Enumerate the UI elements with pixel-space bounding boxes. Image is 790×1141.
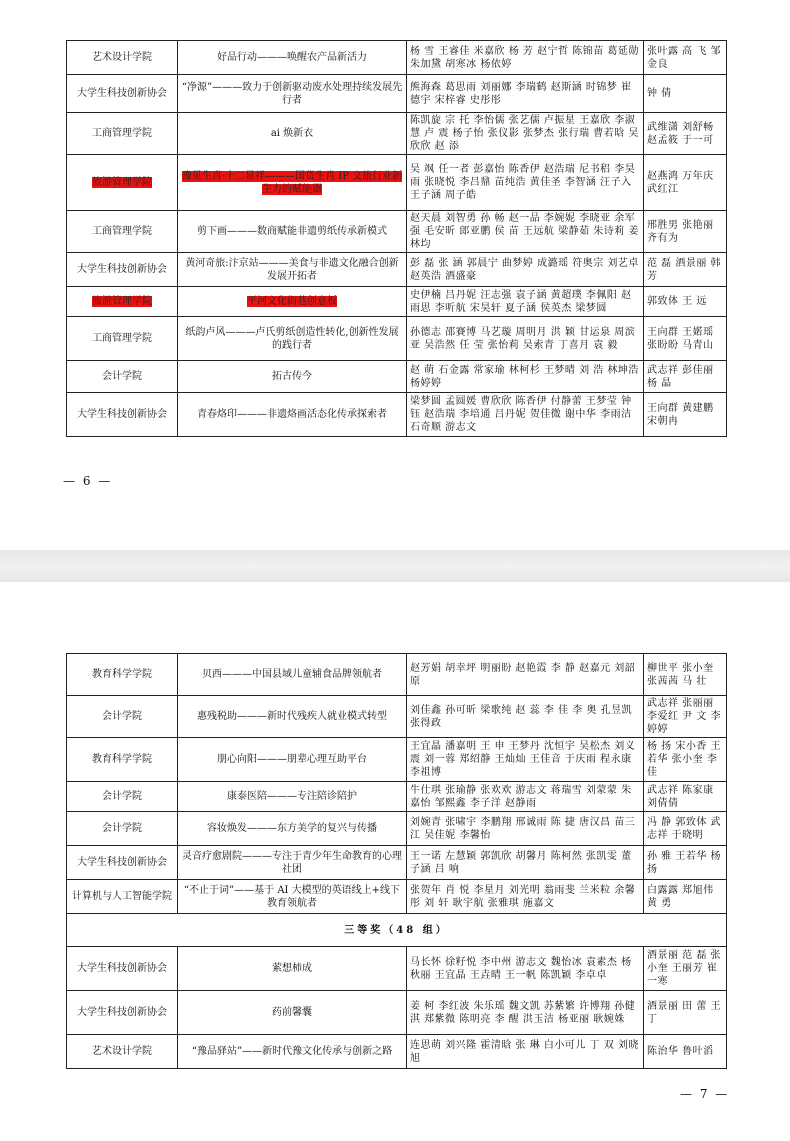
college-cell: 大学生科技创新协会: [67, 947, 178, 991]
college-cell: 大学生科技创新协会: [67, 253, 178, 287]
project-cell: 黄河奇旅:汴京站———美食与非遗文化融合创新发展开拓者: [178, 253, 407, 287]
college-cell-highlight: 旅游管理学院: [92, 296, 152, 307]
table-row: [67, 287, 727, 317]
project-cell: 剪下画———数商赋能非遗剪纸传承新模式: [178, 211, 407, 253]
project-cell: 朋心向阳———朋辈心理互助平台: [178, 738, 407, 782]
advisors-cell: 武志祥 张丽丽 李爱红 尹 文 李婷婷: [644, 696, 727, 738]
table-row: [67, 155, 727, 211]
college-cell: [67, 287, 178, 317]
members-cell: 吴 飒 任一者 彭嘉怡 陈香伊 赵浩瑞 尼书稆 李昊雨 张晓悦 李吕鼎 苗纯浩 黄佳圣 李智涵 汪子入 王子涵 周子皓: [407, 155, 644, 211]
advisors-cell: 柳世平 张小奎 张茜茜 马 壮: [644, 654, 727, 696]
college-cell: 会计学院: [67, 812, 178, 846]
members-cell: 王宜晶 潘嘉明 王 申 王梦丹 沈恒宇 吴松杰 刘义震 刘一蓉 郑绍静 王灿灿 王佳音 于庆雨 程永康 李祖博: [407, 738, 644, 782]
table-row: [67, 113, 727, 155]
section-heading-row: [67, 914, 727, 947]
advisors-cell: 白露露 郑旭伟 黄 勇: [644, 880, 727, 914]
members-cell: 孙德志 邵賽博 马艺璇 周明月 洪 颖 甘运泉 周滨亚 吴浩然 任 莹 张怡莉 吴索青 丁喜月 袁 毅: [407, 317, 644, 361]
members-cell: 王一诺 左慧颖 郭凯欣 胡馨月 陈柯然 张凯雯 董子涵 吕 响: [407, 846, 644, 880]
advisors-cell: 酒景丽 田 蕾 王 丁: [644, 991, 727, 1035]
project-cell: 灵音疗愈剧院———专注于青少年生命教育的心理社团: [178, 846, 407, 880]
college-cell: 教育科学学院: [67, 738, 178, 782]
college-cell: 工商管理学院: [67, 317, 178, 361]
members-cell: 张贺年 肖 悦 李星月 刘光明 翁雨斐 兰米粒 余馨彤 刘 轩 耿宇航 张雅琪 施嘉文: [407, 880, 644, 914]
project-cell: [178, 287, 407, 317]
project-cell: “不止于词”——基于 AI 大模型的英语线上+线下教育领航者: [178, 880, 407, 914]
members-cell: 彭 磊 张 涵 郭晨宁 曲梦婷 成潞瑶 符奥宗 刘艺卓 赵英浩 酒盛豪: [407, 253, 644, 287]
project-cell: 青春烙印———非遗烙画活态化传承探索者: [178, 393, 407, 437]
award-table-body: [67, 654, 727, 1069]
college-cell: 大学生科技创新协会: [67, 75, 178, 113]
project-cell: 容妆焕发———东方美学的复兴与传播: [178, 812, 407, 846]
members-cell: 杨 雪 王睿佳 米嘉欣 杨 芳 赵宁哲 陈锦苗 葛延勋 朱加黛 胡寒冰 杨依婷: [407, 41, 644, 75]
advisors-cell: 张叶露 高 飞 邹金良: [644, 41, 727, 75]
page-number: — 7 —: [680, 1087, 730, 1101]
project-cell: 好品行动———唤醒农产品新活力: [178, 41, 407, 75]
advisors-cell: 范 磊 酒景丽 韩 芳: [644, 253, 727, 287]
table-row: [67, 654, 727, 696]
college-cell: 工商管理学院: [67, 211, 178, 253]
college-cell: 会计学院: [67, 361, 178, 393]
college-cell: 大学生科技创新协会: [67, 393, 178, 437]
project-cell: 康泰医陪———专注陪诊陪护: [178, 782, 407, 812]
advisors-cell: 武维潇 刘舒畅 赵孟筱 于一可: [644, 113, 727, 155]
college-cell: 工商管理学院: [67, 113, 178, 155]
table-row: [67, 947, 727, 991]
members-cell: 赵 萌 石金露 常家瑜 林柯杉 王梦晴 刘 浩 林坤浩 杨婷婷: [407, 361, 644, 393]
advisors-cell: 冯 静 郭致体 武志祥 于晓明: [644, 812, 727, 846]
project-cell-highlight: 豫见生肖·十二显祥———国货生肖 IP 文旅行业新生力的赋能器: [181, 170, 403, 195]
project-cell: 萦想柿成: [178, 947, 407, 991]
college-cell: 艺术设计学院: [67, 1035, 178, 1069]
project-cell: 药前馨囊: [178, 991, 407, 1035]
page-number: — 6 —: [63, 474, 113, 488]
members-cell: 梁梦圆 孟圆媛 曹欣欣 陈香伊 付静蕾 王梦莹 钟 钰 赵浩瑞 李培通 吕丹妮 贺佳微 谢中华 李雨洁 石奇顺 游志文: [407, 393, 644, 437]
college-cell: 会计学院: [67, 696, 178, 738]
project-cell: 纸韵卢风———卢氏剪纸创造性转化,创新性发展的践行者: [178, 317, 407, 361]
members-cell: 马长怀 徐籽悦 李中州 游志文 魏怡冰 袁素杰 杨秋丽 王宜晶 王垚晴 王一帆 陈凯颖 李卓卓: [407, 947, 644, 991]
project-cell: “豫品驿站”——新时代豫文化传承与创新之路: [178, 1035, 407, 1069]
table-row: [67, 812, 727, 846]
advisors-cell: 郭致体 王 远: [644, 287, 727, 317]
award-table-body: [67, 41, 727, 437]
table-row: [67, 393, 727, 437]
table-row: [67, 317, 727, 361]
advisors-cell: 武志祥 陈家康 刘倩倩: [644, 782, 727, 812]
college-cell: 大学生科技创新协会: [67, 846, 178, 880]
table-row: [67, 211, 727, 253]
table-row: [67, 1035, 727, 1069]
document-page-6: [0, 0, 790, 550]
advisors-cell: 钟 倩: [644, 75, 727, 113]
members-cell: 刘婉青 张啸宇 李鹏翔 邢诚雨 陈 捷 唐汉昌 苗三江 吴佳妮 李馨怡: [407, 812, 644, 846]
college-cell: 会计学院: [67, 782, 178, 812]
members-cell: 熊海森 葛思雨 刘丽娜 李瑞鹤 赵斯涵 时锦梦 崔德宇 宋梓睿 史彤彤: [407, 75, 644, 113]
members-cell: 史伊楠 吕丹妮 汪志强 袁子涵 黄超璞 李佩阳 赵雨思 李听航 宋昊轩 夏子涵 侯英杰 梁梦圆: [407, 287, 644, 317]
members-cell: 牛仕琪 张瑜静 张欢欢 游志文 蒋瑞雪 刘蒙蒙 朱嘉怡 邹熙鑫 李子洋 赵静雨: [407, 782, 644, 812]
table-row: [67, 738, 727, 782]
members-cell: 赵芳娟 胡幸坪 明丽盼 赵艳霞 李 静 赵嘉元 刘韶原: [407, 654, 644, 696]
project-cell-highlight: 平河文化街巷创意板: [247, 296, 337, 307]
table-row: [67, 41, 727, 75]
award-table: [66, 653, 727, 1069]
award-table: [66, 40, 727, 437]
table-row: [67, 253, 727, 287]
members-cell: 赵天晨 刘智勇 孙 畅 赵一品 李婉妮 李晓亚 余军强 毛安昕 郎亚鹏 侯 苗 王远航 梁静茹 朱诗莉 姜林均: [407, 211, 644, 253]
table-row: [67, 75, 727, 113]
college-cell-highlight: 旅游管理学院: [92, 177, 152, 188]
college-cell: 教育科学学院: [67, 654, 178, 696]
advisors-cell: 邢胜男 张艳丽 齐有为: [644, 211, 727, 253]
members-cell: 陈凯旋 宗 托 李怡儒 张艺儒 卢振星 王嘉欣 李淑慧 卢 震 杨子怡 张仪影 张梦杰 张行瑞 曹若晗 吴欣欣 赵 添: [407, 113, 644, 155]
table-row: [67, 782, 727, 812]
college-cell: 艺术设计学院: [67, 41, 178, 75]
advisors-cell: 孙 雅 王若华 杨 扬: [644, 846, 727, 880]
section-heading: 三等奖（48 组）: [67, 914, 727, 947]
members-cell: 刘佳鑫 孙可昕 梁歌纯 赵 蕊 李 佳 李 奥 孔昱凯 张得政: [407, 696, 644, 738]
advisors-cell: 王向群 王婼瑶 张盼盼 马青山: [644, 317, 727, 361]
table-row: [67, 880, 727, 914]
advisors-cell: 陈治华 鲁叶滔: [644, 1035, 727, 1069]
college-cell: 大学生科技创新协会: [67, 991, 178, 1035]
table-row: [67, 991, 727, 1035]
project-cell: 贝西———中国县域儿童辅食品牌领航者: [178, 654, 407, 696]
members-cell: 连思萌 刘兴隆 霍清晗 张 琳 白小可儿 丁 双 刘晓旭: [407, 1035, 644, 1069]
members-cell: 姜 柯 李红波 朱乐瑶 魏文凯 苏紫繁 许博翔 孙健淇 郑紫微 陈明亮 李 醒 洪玉洁 杨亚丽 耿婉姝: [407, 991, 644, 1035]
project-cell: 拓古传今: [178, 361, 407, 393]
table-row: [67, 846, 727, 880]
advisors-cell: 酒景丽 范 磊 张小奎 王丽芳 崔一寒: [644, 947, 727, 991]
table-row: [67, 696, 727, 738]
project-cell: [178, 155, 407, 211]
page-separator: [0, 550, 790, 582]
college-cell: 计算机与人工智能学院: [67, 880, 178, 914]
document-page-7: [0, 582, 790, 1141]
advisors-cell: 杨 扬 宋小香 王若华 张小奎 李 佳: [644, 738, 727, 782]
project-cell: 惠残税助———新时代残疾人就业模式转型: [178, 696, 407, 738]
advisors-cell: 武志祥 彭佳丽 杨 晶: [644, 361, 727, 393]
college-cell: [67, 155, 178, 211]
project-cell: ai 焕新衣: [178, 113, 407, 155]
table-row: [67, 361, 727, 393]
project-cell: “净源”———致力于创新驱动废水处理持续发展先行者: [178, 75, 407, 113]
advisors-cell: 王向群 黄建鹏 宋朝冉: [644, 393, 727, 437]
advisors-cell: 赵燕鸿 万年庆 武红江: [644, 155, 727, 211]
